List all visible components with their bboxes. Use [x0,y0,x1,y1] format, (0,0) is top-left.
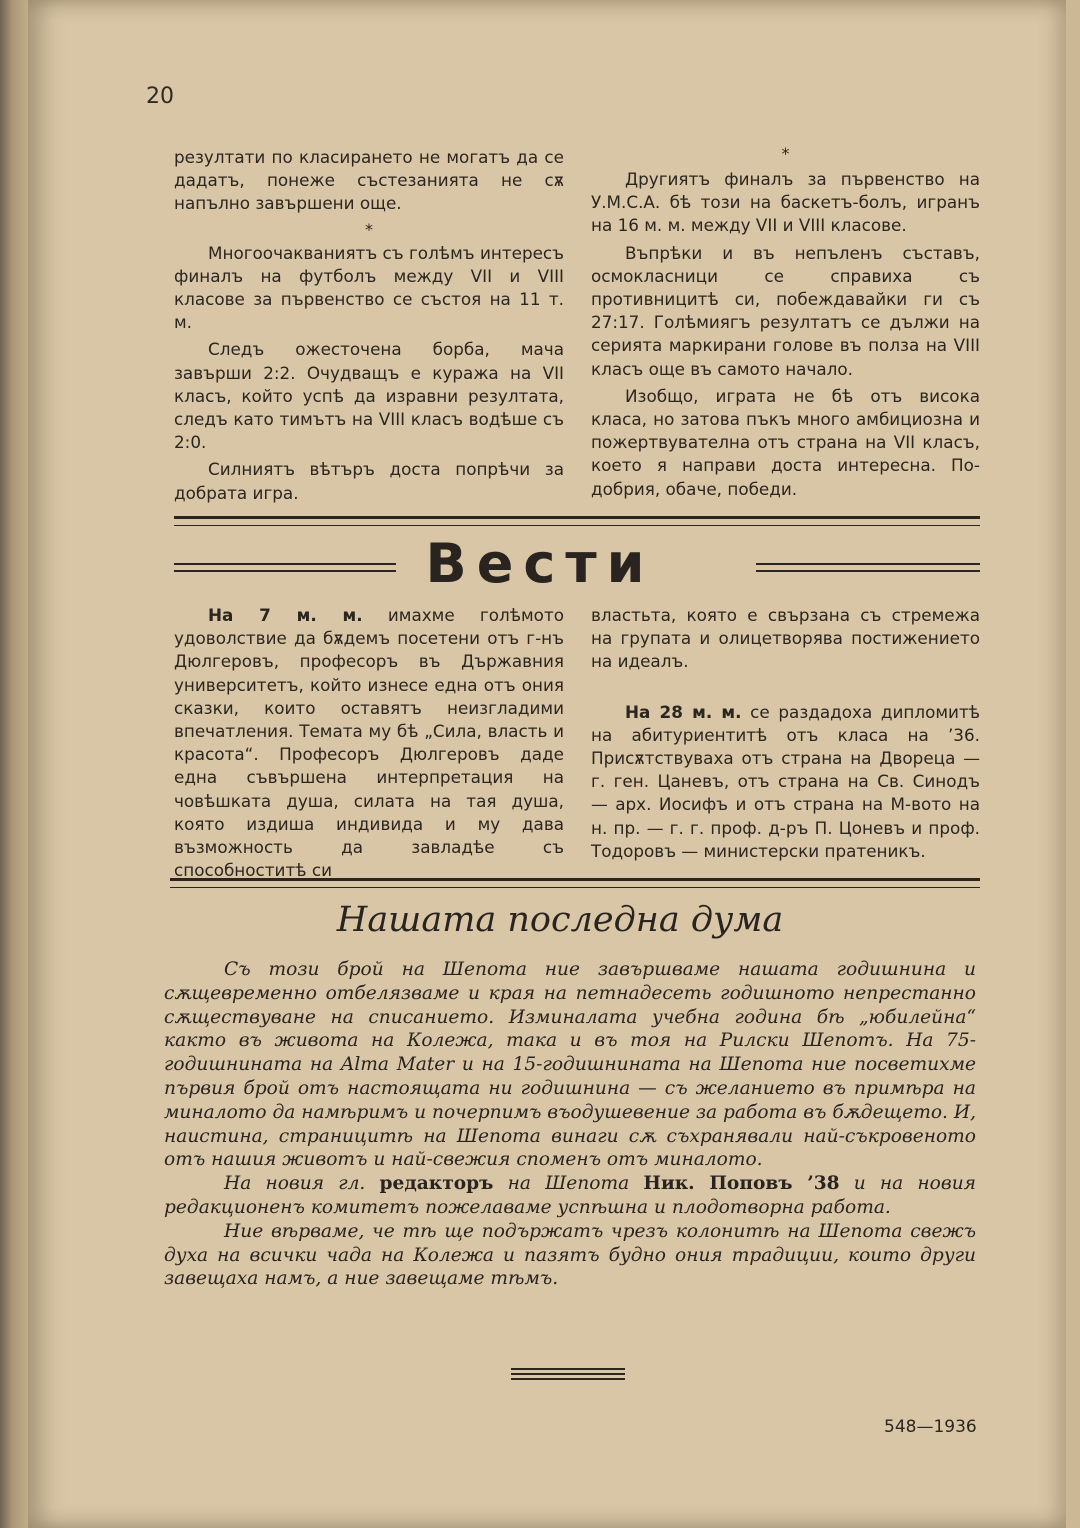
heading-rule-right [756,563,980,572]
paragraph: резултати по класирането не могатъ да се дадатъ, понеже състезанията не сѫ напълно завършени още. [174,147,564,214]
page-number: 20 [146,84,174,109]
paragraph: Силниятъ вѣтъръ доста попрѣчи за добрата игра. [174,459,564,503]
paragraph: Ние вѣрваме, че тѣ ще подържатъ чрезъ колонитѣ на Шепота свежъ духа на всички чада на Колежа и пазятъ будно ония традиции, които други завещаха намъ, а ние завещаме тѣмъ. [164,1220,976,1290]
news-date: На 28 м. м. [625,701,742,722]
printer-imprint: 548—1936 [884,1417,977,1437]
news-column-right [591,604,980,863]
last-word-heading: Нашата последна дума [336,900,784,940]
text-run: и на новия редакционенъ комитетъ пожелаваме успѣшна и плодотворна работа. [164,1173,976,1218]
text-run-bold: редакторъ [379,1173,494,1195]
paragraph: Следъ ожесточена борба, мача завърши 2:2. Очудващъ е куража на VII класъ, който успѣ да изравни резултата, следъ като тимътъ на VIII класъ водѣше съ 2:0. [174,339,564,453]
news-item [174,604,564,882]
paragraph [164,1172,976,1220]
book-spine [0,0,30,1528]
section-divider [174,516,980,526]
paragraph: Изобщо, играта не бѣ отъ висока класа, но затова пъкъ много амбициозна и пожертвувателна отъ страна на VII класъ, което я направи доста интересна. По-добрия, обаче, победи. [591,385,980,499]
news-item [591,701,980,863]
news-continuation: властьта, която е свързана съ стремежа на групата и олицетворява постижението на идеалъ. [591,605,980,672]
end-ornament-rule [511,1368,625,1380]
news-date: На 7 м. м. [208,605,363,625]
paragraph: Съ този брой на Шепота ние завършваме нашата годишнина и сѫщевременно отбелязваме и края на петнадесеть годишното непрестанно сѫществуване на списанието. Изминалата учебна година бѣ „юбилейна“ както въ живота на Колежа, така и въ тоя на Рилски Шепотъ. На 75-годишнината на Alma Mater и на 15-годишнината на Шепота ние посветихме първия брой отъ настоящата ни годишнина — съ желанието въ примѣра на миналото да намѣримъ и почерпимъ въодушевение за работа въ бѫдещето. И, наистина, страницитѣ на Шепота винаги сѫ съхранявали най-съкровеното отъ нашия животъ и най-свежия споменъ отъ миналото. [164,959,976,1171]
news-text: се раздадоха дипломитѣ на абитуриентитѣ отъ класа на ’36. Присѫтствуваха отъ страна на Двореца — г. ген. Цаневъ, отъ страна на Св. Синодъ — арх. Иосифъ и отъ страна на М-вото на н. пр. — г. г. проф. д-ръ П. Цоневъ и проф. Тодоровъ — министерски пратеникъ. [591,701,980,861]
separator-asterisk: * [781,144,790,163]
section-divider [170,878,980,888]
paragraph: Другиятъ финалъ за първенство на У.М.С.А. бѣ този на баскетъ-болъ, игранъ на 16 м. м. между VII и VIII класове. [591,169,980,236]
sports-column-left [174,146,564,505]
separator-asterisk: * [365,219,373,239]
paragraph: Многоочакваниятъ съ голѣмъ интересъ финалъ на футболъ между VII и VIII класове за първенство се състоя на 11 т. м. [174,242,564,333]
text-run: на Шепота [493,1173,644,1195]
news-heading: Вести [425,532,655,595]
news-text: имахме голѣмото удоволствие да бѫдемъ посетени отъ г-нъ Дюлгеровъ, професоръ въ Държавния университетъ, който изнесе една отъ ония сказки, които оставятъ неизгладими впечатления. Темата му бѣ „Сила, власть и красота“. Професоръ Дюлгеровъ даде една съвършена интерпретация на човѣшката душа, силата на тая душа, която издиша индивида и му дава възможность да завладѣе съ способноститѣ си [174,605,564,881]
news-column-left [174,604,564,882]
last-word-body [164,958,976,1291]
paragraph: Въпрѣки и въ непъленъ съставъ, осмокласници се справиха съ противницитѣ си, побеждавайки ги съ 27:17. Голѣмиягъ резултатъ се дължи на серията маркирани голове въ полза на VIII класъ още въ самото начало. [591,242,980,379]
editor-name: Ник. Поповъ ’38 [643,1173,840,1195]
sports-column-right [591,146,980,501]
text-run: На новия гл. [224,1173,380,1195]
